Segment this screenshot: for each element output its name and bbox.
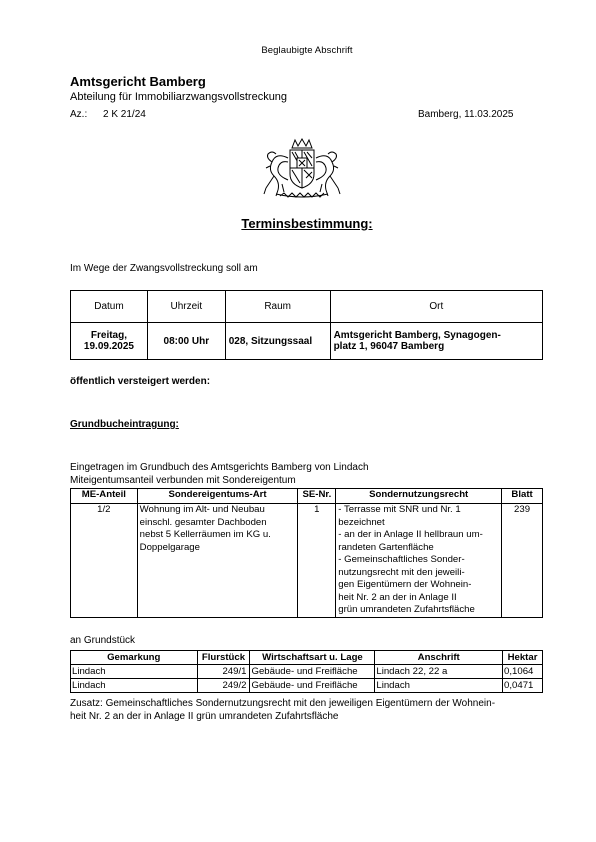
place-date: Bamberg, 11.03.2025 (418, 109, 514, 120)
header-place: Ort (330, 291, 542, 323)
header-sheet: Blatt (502, 489, 543, 504)
court-department: Abteilung für Immobiliarzwangsvollstreckung (70, 91, 288, 103)
appointment-weekday: Freitag, (90, 330, 128, 341)
bavarian-coat-of-arms-icon (262, 138, 342, 200)
appointment-header-row (71, 291, 543, 323)
header-time: Uhrzeit (147, 291, 225, 323)
appointment-place-line1: Amtsgericht Bamberg, Synagogen- (333, 330, 501, 341)
plot-gemarkung: Lindach (71, 665, 198, 679)
property-kind-line: einschl. gesamter Dachboden (139, 516, 267, 528)
file-number-label: Az.: (70, 109, 88, 120)
property-kind-line: nebst 5 Kellerräumen im KG u. (139, 529, 271, 540)
file-number: 2 K 21/24 (103, 109, 146, 120)
auction-statement: öffentlich versteigert werden: (70, 376, 211, 387)
addendum-line: heit Nr. 2 an der in Anlage II grün umrandeten Zufahrtsfläche (70, 711, 339, 722)
header-address: Anschrift (375, 651, 503, 665)
header-share: ME-Anteil (71, 489, 138, 504)
court-name: Amtsgericht Bamberg (70, 74, 206, 89)
usage-right-line: bezeichnet (338, 516, 385, 528)
special-property-header-row (71, 489, 543, 504)
sheet-number: 239 (502, 504, 543, 618)
appointment-time: 08:00 Uhr (147, 323, 225, 360)
usage-right-line: randeten Gartenfläche (338, 541, 434, 553)
plot-usage: Gebäude- und Freifläche (250, 665, 375, 679)
table-row (71, 679, 543, 693)
plot-gemarkung: Lindach (71, 679, 198, 693)
plot-hectare: 0,1064 (503, 665, 543, 679)
usage-right-line: gen Eigentümern der Wohnein- (338, 579, 472, 590)
header-date: Datum (71, 291, 148, 323)
appointment-place (330, 323, 542, 360)
usage-right-line: grün umrandeten Zufahrtsfläche (338, 604, 475, 615)
header-se-no: SE-Nr. (298, 489, 336, 504)
header-hectare: Hektar (503, 651, 543, 665)
appointment-table (70, 290, 543, 360)
usage-right-line: - an der in Anlage II hellbraun um- (338, 529, 483, 540)
usage-right-line: heit Nr. 2 an der in Anlage II (338, 591, 457, 603)
usage-right-line: nutzungsrecht mit den jeweili- (338, 566, 465, 578)
table-row (71, 665, 543, 679)
special-property-table (70, 488, 543, 618)
header-flurstueck: Flurstück (197, 651, 250, 665)
usage-right-line: - Terrasse mit SNR und Nr. 1 (338, 504, 461, 515)
share-text: Miteigentumsanteil verbunden mit Sondereigentum (70, 475, 296, 486)
special-property-row (71, 504, 543, 618)
intro-text: Im Wege der Zwangsvollstreckung soll am (70, 263, 258, 274)
appointment-date-value: 19.09.2025 (83, 341, 134, 352)
plot-usage: Gebäude- und Freifläche (250, 679, 375, 693)
header-room: Raum (225, 291, 330, 323)
land-register-heading: Grundbucheintragung: (70, 419, 179, 430)
certified-copy-note: Beglaubigte Abschrift (261, 45, 353, 56)
share-value: 1/2 (71, 504, 138, 618)
addendum-line: Zusatz: Gemeinschaftliches Sondernutzungsrecht mit den jeweiligen Eigentümern der Wohnein- (70, 698, 496, 709)
appointment-row (71, 323, 543, 360)
plot-flurstueck: 249/1 (197, 665, 250, 679)
plot-header-row (71, 651, 543, 665)
property-kind (137, 504, 298, 618)
plot-flurstueck: 249/2 (197, 679, 250, 693)
property-kind-line: Wohnung im Alt- und Neubau (139, 504, 265, 515)
plot-address: Lindach 22, 22 a (375, 665, 503, 679)
usage-right (336, 504, 502, 618)
plot-address: Lindach (375, 679, 503, 693)
property-kind-line: Doppelgarage (139, 541, 200, 553)
plot-table (70, 650, 543, 693)
plot-label: an Grundstück (70, 635, 136, 646)
header-usage-right: Sondernutzungsrecht (336, 489, 502, 504)
header-usage-location: Wirtschaftsart u. Lage (250, 651, 375, 665)
appointment-date (71, 323, 148, 360)
registered-text: Eingetragen im Grundbuch des Amtsgerichts Bamberg von Lindach (70, 462, 369, 473)
document-title: Terminsbestimmung: (241, 216, 373, 231)
addendum (70, 697, 550, 723)
header-kind: Sondereigentums-Art (137, 489, 298, 504)
plot-hectare: 0,0471 (503, 679, 543, 693)
usage-right-line: - Gemeinschaftliches Sonder- (338, 554, 465, 565)
se-number: 1 (298, 504, 336, 618)
appointment-room: 028, Sitzungssaal (225, 323, 330, 360)
appointment-place-line2: platz 1, 96047 Bamberg (333, 341, 445, 352)
header-gemarkung: Gemarkung (71, 651, 198, 665)
